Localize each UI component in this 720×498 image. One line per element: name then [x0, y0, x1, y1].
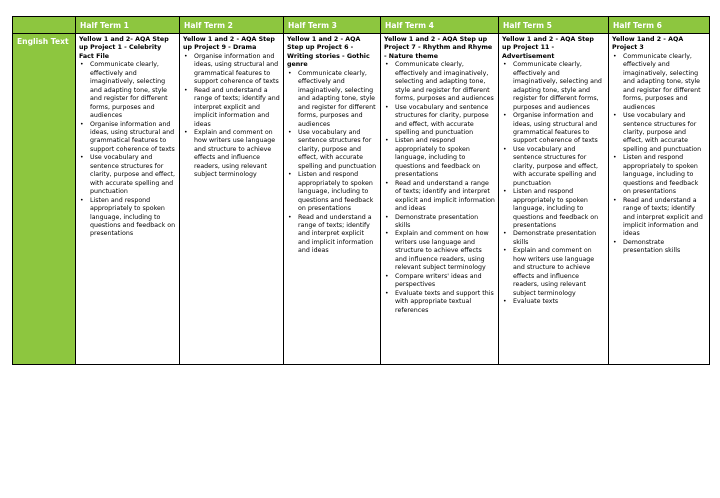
- bullet-dot-icon: •: [385, 230, 389, 238]
- objectives-list: [612, 53, 706, 256]
- bullet-dot-icon: •: [80, 61, 84, 69]
- bullet-dot-icon: •: [613, 52, 617, 60]
- header-corner-cell: [13, 17, 76, 34]
- objective-item: [79, 154, 176, 196]
- header-half-term-4: Half Term 4: [381, 17, 499, 34]
- header-half-term-3: Half Term 3: [284, 17, 381, 34]
- objective-item: [502, 247, 605, 298]
- objective-item: [287, 129, 377, 171]
- objective-text: Use vocabulary and sentence structures for clarity, purpose and effect, with accurate spelling and punctuation: [513, 145, 599, 187]
- objective-item: [79, 61, 176, 120]
- objective-item: [384, 230, 495, 272]
- objective-text: Use vocabulary and sentence structures for clarity, purpose and effect, with accurate spelling and punctuation: [90, 154, 176, 196]
- objective-text: Communicate clearly, effectively and imaginatively, selecting and adapting tone, style and register for different forms, purposes and audiences: [298, 69, 376, 128]
- bullet-dot-icon: •: [613, 154, 617, 162]
- objective-item: [384, 290, 495, 315]
- objective-item: [612, 112, 706, 154]
- term-cell-3: [284, 34, 381, 365]
- objective-item: [384, 104, 495, 138]
- objective-text: Listen and respond appropriately to spoken language, including to questions and feedback on presentations: [395, 137, 481, 179]
- bullet-dot-icon: •: [503, 188, 507, 196]
- header-half-term-1: Half Term 1: [76, 17, 180, 34]
- bullet-dot-icon: •: [503, 112, 507, 120]
- project-title: Yellow 1 and 2 - AQA Step up Project 9 - Drama: [183, 36, 275, 52]
- bullet-dot-icon: •: [80, 196, 84, 204]
- objective-text: Read and understand a range of texts; identify and interpret explicit and implicit information and ideas: [298, 213, 374, 255]
- objective-text: Explain and comment on how writers use language and structure to achieve effects and influence readers, using relevant subject terminology: [513, 247, 595, 297]
- bullet-dot-icon: •: [385, 213, 389, 221]
- header-row: [13, 17, 710, 34]
- objective-item: [502, 230, 605, 247]
- project-title: Yellow 1and 2 - AQA Project 3: [612, 36, 684, 52]
- objectives-list: [502, 61, 605, 306]
- objective-item: [612, 239, 706, 256]
- objective-item: [287, 70, 377, 129]
- objective-item: [502, 61, 605, 112]
- objective-text: Demonstrate presentation skills: [395, 213, 479, 229]
- objective-item: [384, 61, 495, 103]
- objective-item: [287, 171, 377, 213]
- objective-item: [502, 146, 605, 188]
- objective-text: Compare writers' ideas and perspectives: [395, 272, 482, 289]
- objective-item: [502, 112, 605, 146]
- bullet-dot-icon: •: [385, 272, 389, 280]
- objective-item: [612, 197, 706, 239]
- bullet-dot-icon: •: [613, 112, 617, 120]
- objective-item: [612, 154, 706, 196]
- bullet-dot-icon: •: [503, 230, 507, 238]
- objective-text: Organise information and ideas, using structural and grammatical features to support coherence of texts: [513, 112, 598, 145]
- bullet-dot-icon: •: [288, 69, 292, 77]
- objective-text: Listen and respond appropriately to spoken language, including to questions and feedback on presentations: [90, 196, 176, 238]
- header-half-term-2: Half Term 2: [180, 17, 284, 34]
- objective-item: [79, 197, 176, 239]
- project-title: Yellow 1 and 2 - AQA Step up Project 11 - Advertisement: [502, 36, 594, 60]
- term-cell-1: [76, 34, 180, 365]
- term-cell-4: [381, 34, 499, 365]
- bullet-dot-icon: •: [385, 179, 389, 187]
- objective-text: Communicate clearly, effectively and imaginatively, selecting and adapting tone, style and register for different forms, purposes and audiences: [513, 61, 602, 111]
- objective-text: Demonstrate presentation skills: [623, 238, 681, 255]
- objective-text: Evaluate texts: [513, 298, 559, 306]
- objective-item: [183, 129, 280, 180]
- project-title: Yellow 1 and 2- AQA Step up Project 1 - Celebrity Fact File: [79, 36, 169, 60]
- objective-text: Listen and respond appropriately to spoken language, including to questions and feedback on presentations: [298, 171, 374, 213]
- bullet-dot-icon: •: [613, 238, 617, 246]
- objective-text: Explain and comment on how writers use language and structure to achieve effects and influence readers, using relevant subject terminology: [194, 128, 276, 179]
- objective-text: Read and understand a range of texts; identify and interpret explicit and implicit information and ideas: [194, 86, 280, 128]
- objective-item: [384, 180, 495, 214]
- objectives-list: [183, 53, 280, 180]
- row-label-english-text: English Text: [13, 34, 76, 365]
- objective-item: [502, 298, 605, 306]
- objectives-list: [287, 70, 377, 256]
- term-cell-6: [609, 34, 710, 365]
- objective-text: Use vocabulary and sentence structures for clarity, purpose and effect, with accurate spelling and punctuation: [395, 103, 489, 136]
- bullet-dot-icon: •: [184, 128, 188, 136]
- objective-item: [79, 121, 176, 155]
- objective-item: [183, 53, 280, 87]
- bullet-dot-icon: •: [184, 86, 188, 94]
- bullet-dot-icon: •: [613, 196, 617, 204]
- objective-text: Communicate clearly, effectively and imaginatively, selecting and adapting tone, style and register for different forms, purposes and audiences: [395, 61, 494, 103]
- objectives-list: [79, 61, 176, 239]
- term-cell-2: [180, 34, 284, 365]
- bullet-dot-icon: •: [385, 289, 389, 297]
- bullet-dot-icon: •: [503, 61, 507, 69]
- objectives-list: [384, 61, 495, 315]
- objective-text: Read and understand a range of texts; identify and interpret explicit and implicit information and ideas: [623, 196, 703, 238]
- header-half-term-6: Half Term 6: [609, 17, 710, 34]
- objective-item: [183, 87, 280, 129]
- curriculum-plan-table: [12, 16, 710, 365]
- objective-text: Use vocabulary and sentence structures for clarity, purpose and effect, with accurate spelling and punctuation: [623, 112, 702, 153]
- bullet-dot-icon: •: [288, 128, 292, 136]
- bullet-dot-icon: •: [80, 120, 84, 128]
- bullet-dot-icon: •: [503, 247, 507, 255]
- objective-item: [612, 53, 706, 112]
- objective-text: Explain and comment on how writers use language and structure to achieve effects and influence readers, using relevant subject terminology: [395, 230, 489, 272]
- objective-item: [384, 214, 495, 231]
- bullet-dot-icon: •: [503, 298, 507, 306]
- bullet-dot-icon: •: [80, 154, 84, 162]
- bullet-dot-icon: •: [503, 145, 507, 153]
- objective-text: Read and understand a range of texts; identify and interpret explicit and implicit information and ideas: [395, 179, 495, 213]
- objective-text: Demonstrate presentation skills: [513, 230, 597, 246]
- objective-text: Evaluate texts and support this with appropriate textual references: [395, 289, 494, 314]
- objective-text: Organise information and ideas, using structural and grammatical features to support coherence of texts: [90, 120, 175, 153]
- objective-text: Communicate clearly, effectively and imaginatively, selecting and adapting tone, style and register for different forms, purposes and audiences: [623, 52, 701, 111]
- bullet-dot-icon: •: [385, 137, 389, 145]
- bullet-dot-icon: •: [184, 52, 188, 60]
- objective-text: Communicate clearly, effectively and imaginatively, selecting and adapting tone, style and register for different forms, purposes and audiences: [90, 61, 168, 120]
- objective-item: [502, 188, 605, 230]
- bullet-dot-icon: •: [385, 103, 389, 111]
- objective-text: Listen and respond appropriately to spoken language, including to questions and feedback on presentations: [513, 188, 599, 229]
- objective-item: [384, 273, 495, 290]
- objective-item: [384, 137, 495, 179]
- project-title: Yellow 1 and 2 - AQA Step up Project 6 - Writing stories - Gothic genre: [287, 36, 370, 69]
- objective-text: Use vocabulary and sentence structures for clarity, purpose and effect, with accurate spelling and punctuation: [298, 128, 377, 170]
- header-half-term-5: Half Term 5: [499, 17, 609, 34]
- project-title: Yellow 1 and 2 - AQA Step up Project 7 - Rhythm and Rhyme - Nature theme: [384, 36, 493, 60]
- bullet-dot-icon: •: [288, 213, 292, 221]
- objective-text: Listen and respond appropriately to spoken language, including to questions and feedback on presentations: [623, 154, 699, 196]
- term-cell-5: [499, 34, 609, 365]
- objective-item: [287, 214, 377, 256]
- bullet-dot-icon: •: [385, 61, 389, 69]
- bullet-dot-icon: •: [288, 171, 292, 179]
- objective-text: Organise information and ideas, using structural and grammatical features to support coherence of texts: [194, 52, 279, 86]
- english-text-row: [13, 34, 710, 365]
